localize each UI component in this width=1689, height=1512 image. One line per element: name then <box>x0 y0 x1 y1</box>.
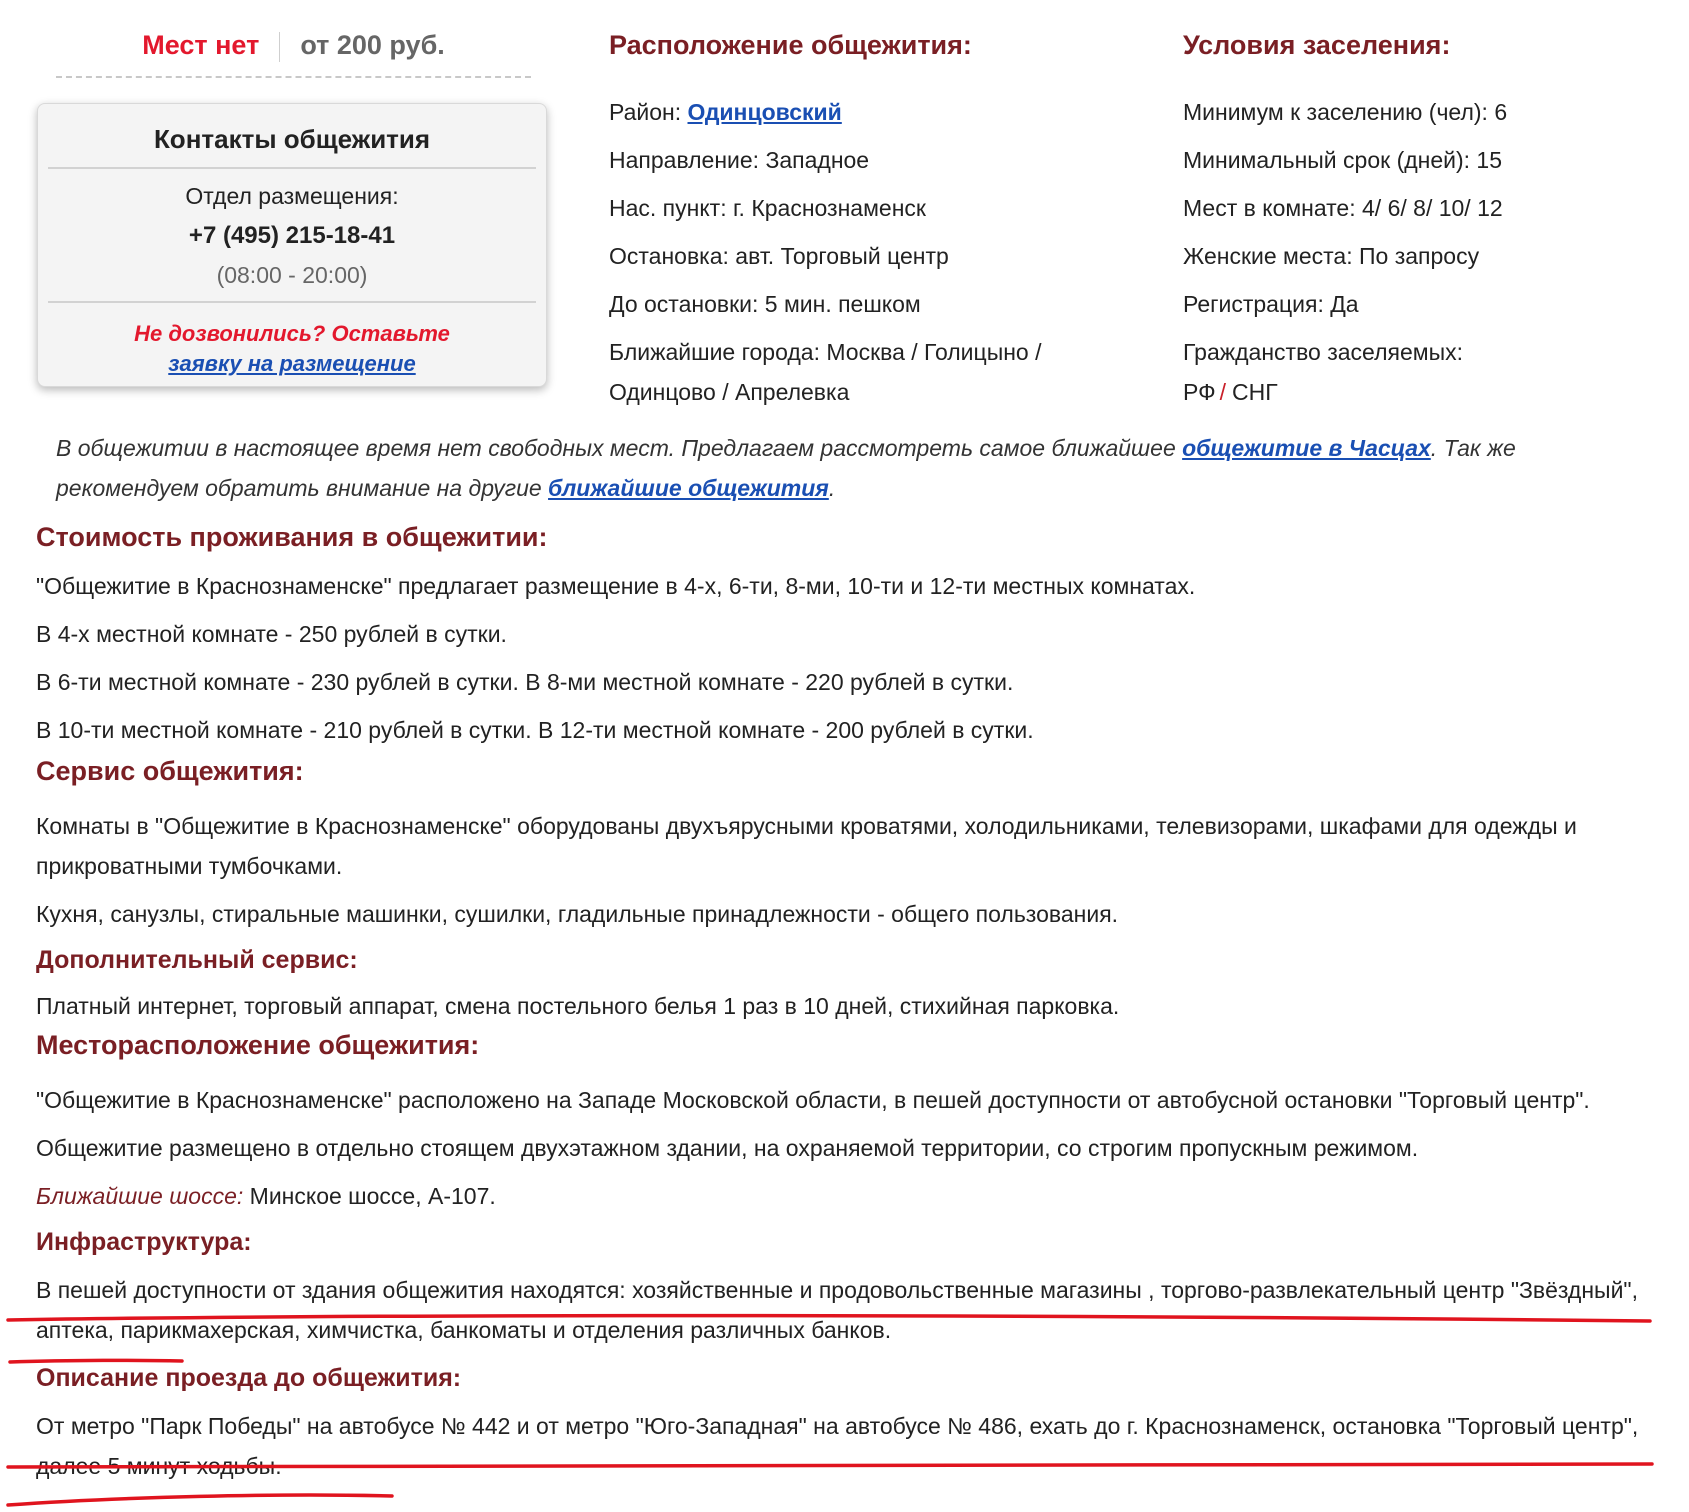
citizenship-values <box>1183 372 1663 412</box>
note-text-3: . <box>828 475 836 501</box>
price-label: от 200 руб. <box>300 30 445 60</box>
chastsy-hostel-link[interactable]: общежитие в Часцах <box>1182 435 1431 461</box>
min-people-row: Минимум к заселению (чел): 6 <box>1183 99 1508 125</box>
placement-paragraph: Общежитие размещено в отдельно стоящем двухэтажном здании, на охраняемой территории, со строгим пропускным режимом. <box>36 1135 1419 1161</box>
phone-number[interactable]: +7 (495) 215-18-41 <box>188 222 396 249</box>
citizenship-label: Гражданство заселяемых: <box>1183 339 1463 365</box>
female-places-row: Женские места: По запросу <box>1183 243 1480 269</box>
note-text-1: В общежитии в настоящее время нет свободных мест. Предлагаем рассмотреть самое ближайшее <box>56 435 1183 461</box>
directions-heading: Описание проезда до общежития: <box>36 1364 462 1392</box>
cost-paragraph: "Общежитие в Краснознаменске" предлагает размещение в 4-х, 6-ти, 8-ми, 10-ти и 12-ти местных комнатах. <box>36 573 1196 599</box>
district-label: Район: <box>609 99 682 125</box>
no-places-label: Мест нет <box>142 30 260 60</box>
nearest-hostels-link[interactable]: ближайшие общежития <box>548 475 829 501</box>
main-content <box>36 522 1676 1486</box>
nearest-cities-row <box>609 332 1069 412</box>
highways-label: Ближайшие шоссе: <box>36 1183 244 1209</box>
placement-paragraph: "Общежитие в Краснознаменске" расположено на Западе Московской области, в пешей доступности от автобусной остановки "Торговый центр". <box>36 1087 1590 1113</box>
citizenship-slash: / <box>1219 379 1226 405</box>
nearest-cities-line-1: Ближайшие города: Москва / Голицыно / <box>609 339 1042 365</box>
placement-heading: Месторасположение общежития: <box>36 1030 480 1060</box>
citizenship-rf: РФ <box>1183 379 1216 405</box>
divider <box>48 167 536 169</box>
cost-heading: Стоимость проживания в общежитии: <box>36 522 548 552</box>
working-hours: (08:00 - 20:00) <box>216 262 368 288</box>
location-title: Расположение общежития: <box>609 30 972 60</box>
cost-paragraph: В 10-ти местной комнате - 210 рублей в сутки. В 12-ти местной комнате - 200 рублей в сутки. <box>36 717 1034 743</box>
district-link[interactable]: Одинцовский <box>687 99 842 125</box>
callback-notice: Не дозвонились? Оставьте <box>134 321 450 346</box>
infrastructure-paragraph: В пешей доступности от здания общежития находятся: хозяйственные и продовольственные магазины , торгово-развлекательный центр "Звёздный", аптека, парикмахерская, химчистка, банкоматы и отделения различных банков. <box>36 1277 1638 1343</box>
request-placement-link[interactable]: заявку на размещение <box>168 351 416 376</box>
contacts-title: Контакты общежития <box>153 124 431 154</box>
contacts-card <box>37 103 547 387</box>
district-row <box>609 92 1069 132</box>
citizenship-row <box>1183 332 1663 412</box>
conditions-title: Условия заселения: <box>1183 30 1451 60</box>
min-days-row: Минимальный срок (дней): 15 <box>1183 147 1503 173</box>
service-heading: Сервис общежития: <box>36 756 304 786</box>
underline-stroke <box>8 1495 392 1505</box>
service-paragraph: Комнаты в "Общежитие в Краснознаменске" оборудованы двухъярусными кроватями, холодильниками, телевизорами, шкафами для одежды и прикроватными тумбочками. <box>36 813 1577 879</box>
department-label: Отдел размещения: <box>185 183 399 209</box>
conditions-column <box>1183 30 1663 412</box>
availability-bar <box>56 30 531 78</box>
stop-row: Остановка: авт. Торговый центр <box>609 243 949 269</box>
location-column <box>609 30 1069 412</box>
highways-value: Минское шоссе, А-107. <box>243 1183 496 1209</box>
divider <box>48 301 536 303</box>
to-stop-row: До остановки: 5 мин. пешком <box>609 291 921 317</box>
places-in-room-row: Мест в комнате: 4/ 6/ 8/ 10/ 12 <box>1183 195 1503 221</box>
extra-service-paragraph: Платный интернет, торговый аппарат, смена постельного белья 1 раз в 10 дней, стихийная парковка. <box>36 993 1120 1019</box>
no-vacancy-note <box>56 428 1656 508</box>
registration-row: Регистрация: Да <box>1183 291 1359 317</box>
note-text-2: . Так же рекомендуем обратить внимание на другие <box>56 435 1516 501</box>
service-paragraph: Кухня, санузлы, стиральные машинки, сушилки, гладильные принадлежности - общего пользования. <box>36 901 1119 927</box>
direction-row: Направление: Западное <box>609 147 870 173</box>
settlement-row: Нас. пункт: г. Краснознаменск <box>609 195 926 221</box>
nearest-cities-line-2: Одинцово / Апрелевка <box>609 379 850 405</box>
infrastructure-heading: Инфраструктура: <box>36 1228 252 1256</box>
extra-service-heading: Дополнительный сервис: <box>36 946 358 974</box>
cost-paragraph: В 4-х местной комнате - 250 рублей в сутки. <box>36 621 507 647</box>
citizenship-cis: СНГ <box>1231 379 1278 405</box>
highways-row <box>36 1176 1676 1216</box>
directions-paragraph: От метро "Парк Победы" на автобусе № 442 и от метро "Юго-Западная" на автобусе № 486, ехать до г. Краснознаменск, остановка "Торговый центр", далее 5 минут ходьбы. <box>36 1413 1639 1479</box>
cost-paragraph: В 6-ти местной комнате - 230 рублей в сутки. В 8-ми местной комнате - 220 рублей в сутки. <box>36 669 1014 695</box>
